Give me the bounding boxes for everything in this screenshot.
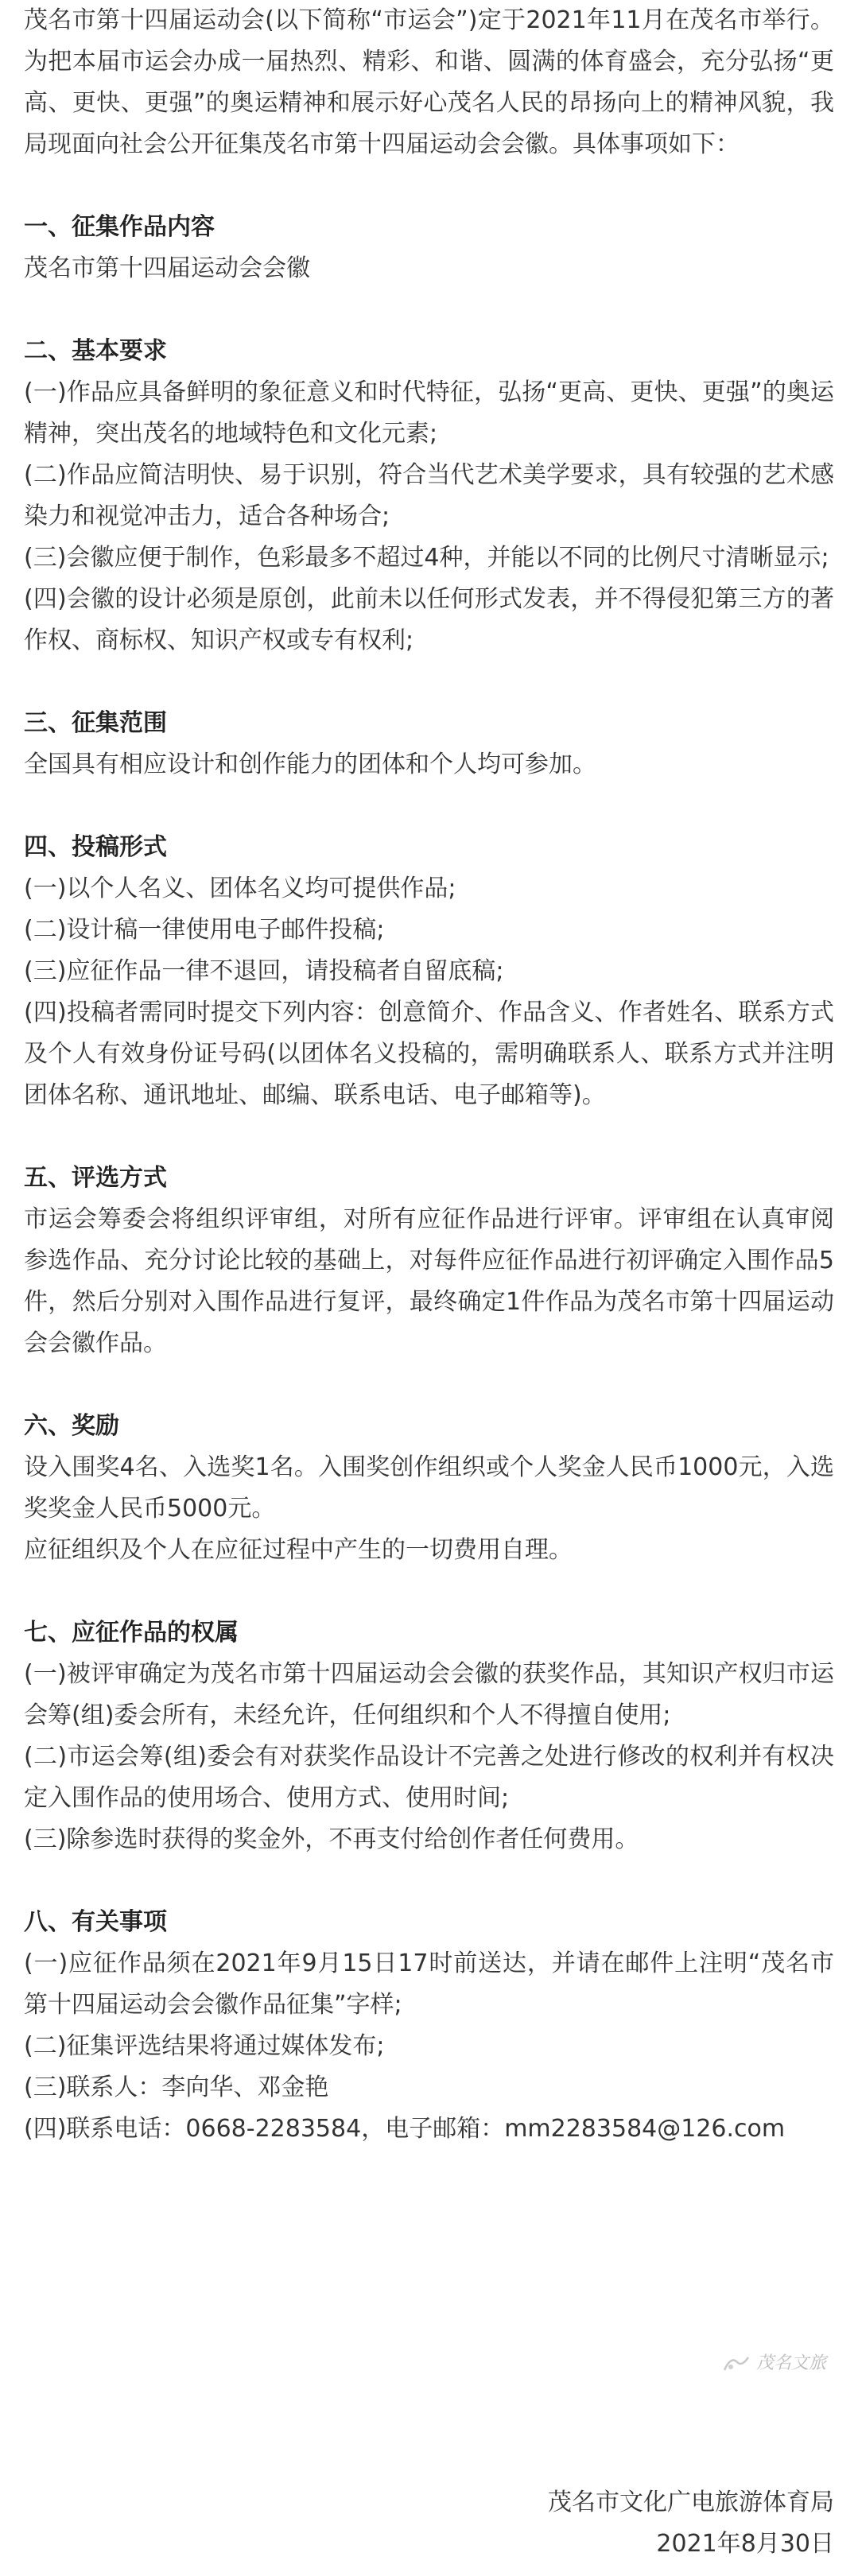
section-7 — [24, 1612, 834, 1860]
watermark-logo-icon — [723, 2354, 750, 2373]
section-8 — [24, 1902, 834, 2150]
section-paragraph: (一)应征作品须在2021年9月15日17时前送达，并请在邮件上注明“茂名市第十四届运动会会徽作品征集”字样; — [24, 1949, 834, 2019]
section-title: 一、征集作品内容 — [24, 213, 215, 241]
signature-block — [548, 2482, 834, 2565]
section-paragraph: (二)征集评选结果将通过媒体发布; — [24, 2032, 385, 2060]
section-6 — [24, 1406, 834, 1571]
signature-date: 2021年8月30日 — [656, 2530, 834, 2558]
section-title: 五、评选方式 — [24, 1164, 167, 1192]
section-paragraph: (四)联系电话：0668-2283584，电子邮箱：mm2283584@126.com — [24, 2115, 786, 2143]
section-paragraph: 设入围奖4名、入选奖1名。入围奖创作组织或个人奖金人民币1000元，入选奖奖金人民币5000元。 — [24, 1453, 834, 1523]
section-paragraph: (一)作品应具备鲜明的象征意义和时代特征，弘扬“更高、更快、更强”的奥运精神，突出茂名的地域特色和文化元素; — [24, 378, 834, 448]
section-paragraph: (四)投稿者需同时提交下列内容：创意简介、作品含义、作者姓名、联系方式及个人有效身份证号码(以团体名义投稿的，需明确联系人、联系方式并注明团体名称、通讯地址、邮编、联系电话、电子邮箱等)。 — [24, 999, 834, 1109]
section-paragraph: 全国具有相应设计和创作能力的团体和个人均可参加。 — [24, 751, 596, 778]
section-paragraph: (一)以个人名义、团体名义均可提供作品; — [24, 875, 456, 902]
watermark-text: 茂名文旅 — [755, 2353, 826, 2373]
section-3 — [24, 703, 834, 786]
document-body — [24, 0, 834, 2150]
section-paragraph: 市运会筹委会将组织评审组，对所有应征作品进行评审。评审组在认真审阅参选作品、充分讨论比较的基础上，对每件应征作品进行初评确定入围作品5件，然后分别对入围作品进行复评，最终确定1件作品为茂名市第十四届运动会会徽作品。 — [24, 1205, 834, 1357]
section-title: 六、奖励 — [24, 1412, 119, 1440]
section-paragraph: (三)应征作品一律不退回，请投稿者自留底稿; — [24, 957, 504, 985]
section-5 — [24, 1158, 834, 1364]
section-title: 七、应征作品的权属 — [24, 1619, 239, 1647]
section-paragraph: (三)会徽应便于制作，色彩最多不超过4种，并能以不同的比例尺寸清晰显示; — [24, 544, 829, 572]
section-paragraph: (一)被评审确定为茂名市第十四届运动会会徽的获奖作品，其知识产权归市运会筹(组)委会所有，未经允许，任何组织和个人不得擅自使用; — [24, 1660, 834, 1729]
section-paragraph: 茂名市第十四届运动会会徽 — [24, 254, 310, 282]
section-1 — [24, 207, 834, 289]
section-paragraph: (二)作品应简洁明快、易于识别，符合当代艺术美学要求，具有较强的艺术感染力和视觉冲击力，适合各种场合; — [24, 461, 834, 530]
section-title: 八、有关事项 — [24, 1908, 167, 1936]
section-paragraph: (二)市运会筹(组)委会有对获奖作品设计不完善之处进行修改的权利并有权决定入围作品的使用场合、使用方式、使用时间; — [24, 1743, 834, 1812]
section-title: 三、征集范围 — [24, 709, 167, 737]
section-paragraph: (四)会徽的设计必须是原创，此前未以任何形式发表，并不得侵犯第三方的著作权、商标权、知识产权或专有权利; — [24, 585, 834, 654]
section-paragraph: (二)设计稿一律使用电子邮件投稿; — [24, 916, 385, 944]
section-paragraph: 应征组织及个人在应征过程中产生的一切费用自理。 — [24, 1536, 573, 1564]
section-title: 二、基本要求 — [24, 337, 167, 365]
watermark — [723, 2352, 826, 2376]
section-title: 四、投稿形式 — [24, 833, 167, 861]
section-paragraph: (三)联系人：李向华、邓金艳 — [24, 2074, 329, 2101]
section-paragraph: (三)除参选时获得的奖金外，不再支付给创作者任何费用。 — [24, 1825, 639, 1853]
section-4 — [24, 827, 834, 1116]
sections-container — [24, 207, 834, 2150]
signature-org: 茂名市文化广电旅游体育局 — [548, 2489, 834, 2516]
intro-paragraph: 茂名市第十四届运动会(以下简称“市运会”)定于2021年11月在茂名市举行。为把本届市运会办成一届热烈、精彩、和谐、圆满的体育盛会，充分弘扬“更高、更快、更强”的奥运精神和展示好心茂名人民的昂扬向上的精神风貌，我局现面向社会公开征集茂名市第十四届运动会会徽。具体事项如下： — [24, 6, 834, 158]
section-2 — [24, 331, 834, 661]
